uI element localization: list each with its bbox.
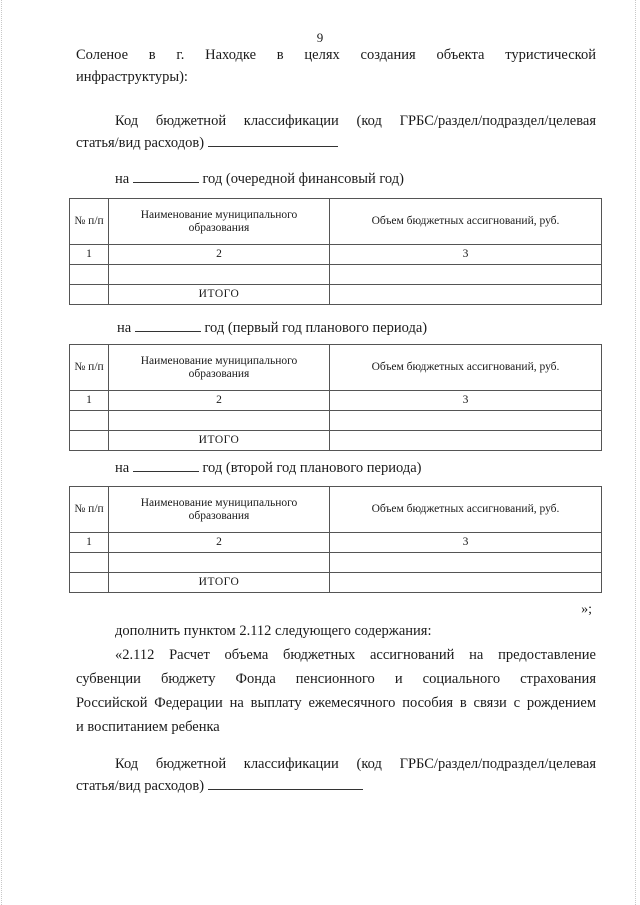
table-total-row: ИТОГО <box>70 431 602 451</box>
col-municipality-header: Наименование муниципального образования <box>109 345 330 391</box>
table-header-row <box>70 199 602 245</box>
year3-heading: на год (второй год планового периода) <box>115 460 422 476</box>
closing-quote: »; <box>581 602 592 617</box>
intro-paragraph-line1: Соленое в г. Находке в целях создания объекта туристической <box>76 47 596 63</box>
table-header-row <box>70 487 602 533</box>
table-row <box>70 411 602 431</box>
table-total-row: ИТОГО <box>70 573 602 593</box>
col-amount-header: Объем бюджетных ассигнований, руб. <box>330 345 602 391</box>
col-number-header: № п/п <box>70 199 109 245</box>
table-numbering-row: 1 2 3 <box>70 533 602 553</box>
kbk-line1: Код бюджетной классификации (код ГРБС/раздел/подраздел/целевая <box>115 113 596 129</box>
col-amount-header: Объем бюджетных ассигнований, руб. <box>330 199 602 245</box>
intro-paragraph-line2: инфраструктуры): <box>76 69 188 85</box>
item-2112-line4: и воспитанием ребенка <box>76 719 220 735</box>
scan-left-edge <box>1 0 3 905</box>
kbk2-line2: статья/вид расходов) <box>76 775 596 797</box>
table-header-row <box>70 345 602 391</box>
table-numbering-row: 1 2 3 <box>70 391 602 411</box>
item-2112-line2: субвенции бюджету Фонда пенсионного и социального страхования <box>76 671 596 687</box>
table-row <box>70 265 602 285</box>
table-row <box>70 553 602 573</box>
col-amount-header: Объем бюджетных ассигнований, руб. <box>330 487 602 533</box>
allocation-table-year1 <box>69 198 602 305</box>
kbk2-line1: Код бюджетной классификации (код ГРБС/раздел/подраздел/целевая <box>115 756 596 772</box>
year2-heading: на год (первый год планового периода) <box>117 320 428 336</box>
allocation-table-year3 <box>69 486 602 593</box>
table-total-row: ИТОГО <box>70 285 602 305</box>
allocation-table-year2 <box>69 344 602 451</box>
item-2112-line1: «2.112 Расчет объема бюджетных ассигнований на предоставление <box>115 647 596 663</box>
supplement-line: дополнить пунктом 2.112 следующего содержания: <box>115 623 432 639</box>
scan-right-edge <box>635 0 637 905</box>
item-2112-line3: Российской Федерации на выплату ежемесячного пособия в связи с рождением <box>76 695 596 711</box>
col-municipality-header: Наименование муниципального образования <box>109 199 330 245</box>
page-number: 9 <box>316 30 324 45</box>
table-numbering-row: 1 2 3 <box>70 245 602 265</box>
kbk-line2: статья/вид расходов) <box>76 132 596 154</box>
year1-heading: на год (очередной финансовый год) <box>115 171 404 187</box>
col-number-header: № п/п <box>70 487 109 533</box>
col-municipality-header: Наименование муниципального образования <box>109 487 330 533</box>
col-number-header: № п/п <box>70 345 109 391</box>
